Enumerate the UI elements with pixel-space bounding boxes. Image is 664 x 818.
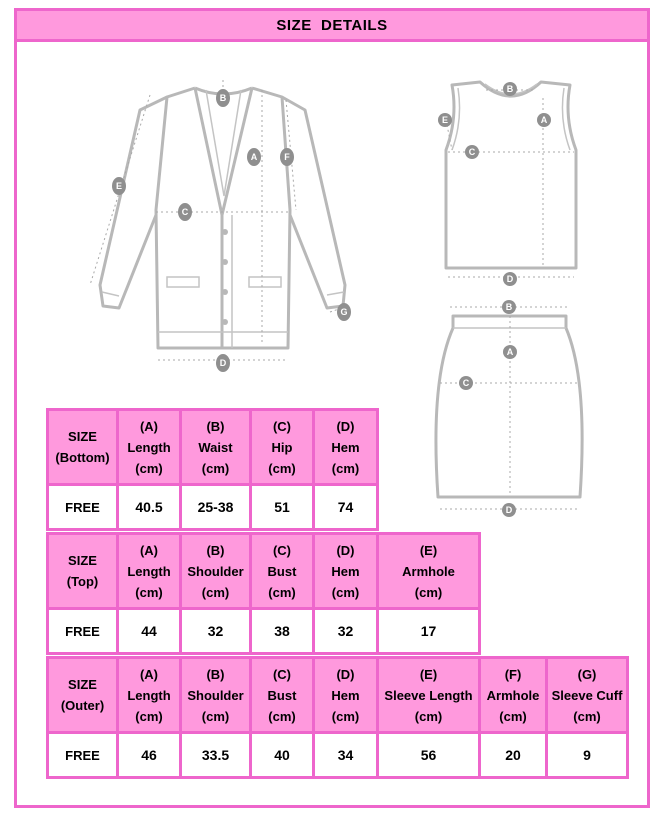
- size-cell: FREE: [48, 485, 118, 530]
- value-cell: 33.5: [181, 733, 251, 778]
- table-header-row: [48, 658, 628, 733]
- header-cell: (A) Length (cm): [118, 410, 181, 485]
- top-tag-d-icon: [503, 272, 517, 286]
- value-cell: 32: [181, 609, 251, 654]
- value-cell: 46: [118, 733, 181, 778]
- value-cell: 56: [378, 733, 480, 778]
- top-size-table: [46, 532, 481, 655]
- svg-text:A: A: [540, 115, 548, 125]
- skirt-tag-c-icon: [459, 376, 473, 390]
- header-cell: SIZE (Bottom): [48, 410, 118, 485]
- size-cell: FREE: [48, 609, 118, 654]
- header-cell: (E) Sleeve Length (cm): [378, 658, 480, 733]
- top-sketch: [438, 82, 576, 286]
- value-cell: 17: [378, 609, 480, 654]
- bottom-size-table: [46, 408, 379, 531]
- svg-text:D: D: [219, 358, 227, 368]
- table-header-row: [48, 410, 378, 485]
- value-cell: 51: [251, 485, 314, 530]
- value-cell: 44: [118, 609, 181, 654]
- header-cell: (G) Sleeve Cuff (cm): [547, 658, 628, 733]
- table-row: [48, 733, 628, 778]
- tag-a-icon: [247, 148, 261, 166]
- svg-text:D: D: [505, 505, 513, 515]
- top-tag-b-icon: [503, 82, 517, 96]
- svg-text:A: A: [250, 152, 258, 162]
- svg-text:A: A: [506, 347, 514, 357]
- top-tag-a-icon: [537, 113, 551, 127]
- svg-text:C: C: [468, 147, 476, 157]
- header-cell: (C) Bust (cm): [251, 534, 314, 609]
- svg-text:C: C: [181, 207, 189, 217]
- value-cell: 40.5: [118, 485, 181, 530]
- header-cell: SIZE (Outer): [48, 658, 118, 733]
- header-cell: (D) Hem (cm): [314, 410, 378, 485]
- svg-text:E: E: [441, 115, 449, 125]
- header-cell: (E) Armhole (cm): [378, 534, 480, 609]
- skirt-tag-b-icon: [502, 300, 516, 314]
- value-cell: 34: [314, 733, 378, 778]
- skirt-tag-d-icon: [502, 503, 516, 517]
- value-cell: 74: [314, 485, 378, 530]
- header-cell: (B) Waist (cm): [181, 410, 251, 485]
- value-cell: 40: [251, 733, 314, 778]
- header-cell: (C) Hip (cm): [251, 410, 314, 485]
- top-tag-c-icon: [465, 145, 479, 159]
- tag-c-icon: [178, 203, 192, 221]
- header-cell: (A) Length (cm): [118, 534, 181, 609]
- header-cell: (C) Bust (cm): [251, 658, 314, 733]
- cardigan-sketch: [90, 80, 351, 372]
- svg-text:B: B: [219, 93, 227, 103]
- value-cell: 9: [547, 733, 628, 778]
- svg-text:G: G: [340, 307, 348, 317]
- header-cell: (B) Shoulder (cm): [181, 534, 251, 609]
- header-cell: (A) Length (cm): [118, 658, 181, 733]
- svg-text:D: D: [506, 274, 514, 284]
- svg-text:F: F: [284, 152, 290, 162]
- tag-d-icon: [216, 354, 230, 372]
- table-row: [48, 485, 378, 530]
- header-cell: (F) Armhole (cm): [480, 658, 547, 733]
- size-cell: FREE: [48, 733, 118, 778]
- header-cell: (D) Hem (cm): [314, 534, 378, 609]
- svg-text:B: B: [506, 84, 514, 94]
- svg-text:C: C: [462, 378, 470, 388]
- svg-text:B: B: [505, 302, 513, 312]
- value-cell: 32: [314, 609, 378, 654]
- tag-b-icon: [216, 89, 230, 107]
- svg-text:E: E: [115, 181, 123, 191]
- tag-e-icon: [112, 177, 126, 195]
- value-cell: 38: [251, 609, 314, 654]
- page-title: SIZE DETAILS: [14, 8, 650, 42]
- skirt-sketch: [436, 300, 582, 517]
- header-cell: (D) Hem (cm): [314, 658, 378, 733]
- value-cell: 25-38: [181, 485, 251, 530]
- top-tag-e-icon: [438, 113, 452, 127]
- tag-f-icon: [280, 148, 294, 166]
- header-cell: SIZE (Top): [48, 534, 118, 609]
- tag-g-icon: [337, 303, 351, 321]
- header-cell: (B) Shoulder (cm): [181, 658, 251, 733]
- table-row: [48, 609, 480, 654]
- outer-size-table: [46, 656, 629, 779]
- skirt-tag-a-icon: [503, 345, 517, 359]
- value-cell: 20: [480, 733, 547, 778]
- table-header-row: [48, 534, 480, 609]
